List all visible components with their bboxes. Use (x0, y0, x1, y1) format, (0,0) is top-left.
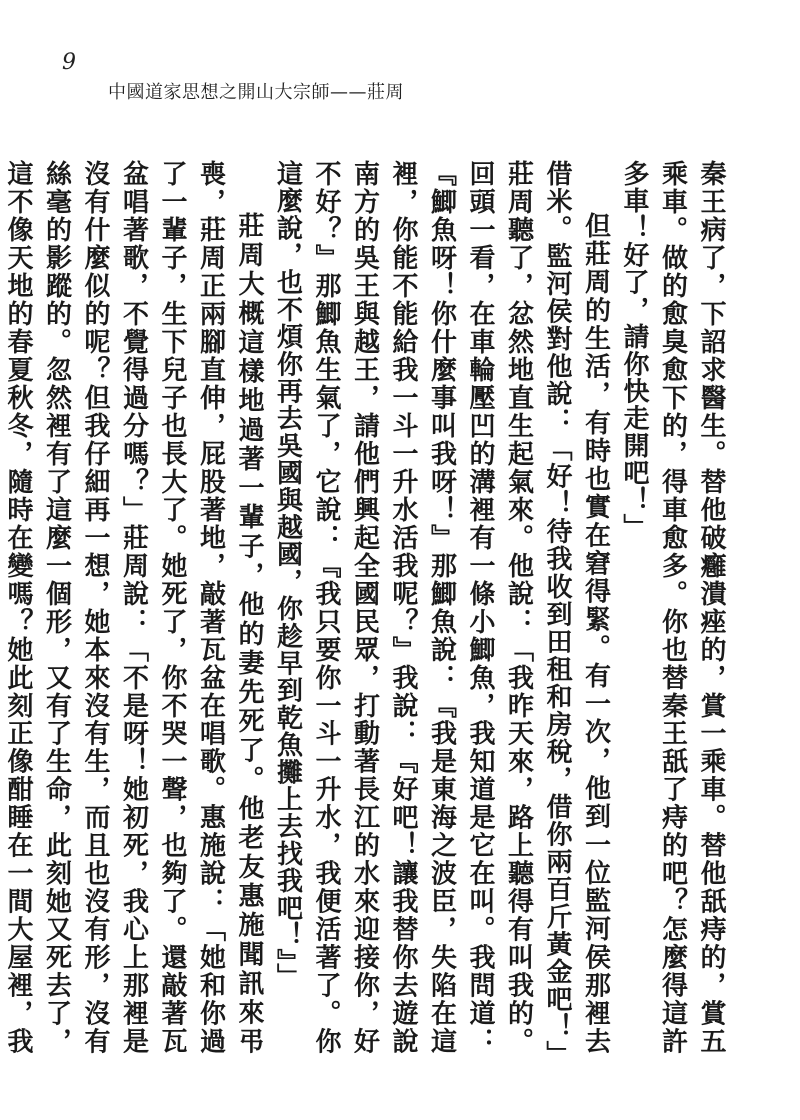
paragraph-2: 但莊周的生活，有時也實在窘得緊。有一次，他到一位監河侯那裡去借米。監河侯對他說：「好！待我收到田租和房稅，借你兩百斤黃金吧！」莊周聽了，忿然地直生起氣來。他說：「我昨天來，路上聽得有叫我的。回頭一看，在車輪壓凹的溝裡有一條小鯽魚，我知道是它在叫。我問道：『鯽魚呀！你什麼事叫我呀！』那鯽魚說：『我是東海之波臣，失陷在這裡，你能不能給我一斗一升水活我呢？』我說：『好吧！讓我替你去遊說南方的吳王與越王，請他們興起全國民眾，打動著長江的水來迎接你，好不好？』那鯽魚生氣了，它說：『我只要你一斗一升水，我便活著了。你這麼說，也不煩你再去吳國與越國，你趁早到乾魚攤上去找我吧！』」 (272, 160, 611, 1055)
paragraph-3: 莊周大概這樣地過著一輩子，他的妻先死了。他老友惠施聞訊來弔喪，莊周正兩腳直伸，屁股著地，敲著瓦盆在唱歌。惠施說：「她和你過了一輩子，生下兒子也長大了。她死了，你不哭一聲，也夠了。還敲著瓦盆唱著歌，不覺得過分嗎？」莊周說：「不是呀！她初死，我心上那裡是沒有什麼似的呢？但我仔細再一想，她本來沒有生，而且也沒有形，沒有絲毫的影蹤的。忽然裡有了這麼一個形，又有了生命，此刻她又死去了，這不像天地的春夏秋冬，隨時在變嗎？她此刻正像酣睡在一間大屋裡，我 (3, 160, 264, 1055)
running-header-title: 中國道家思想之開山大宗師——莊周 (108, 82, 404, 103)
paragraph-1: 秦王病了，下詔求醫生。替他破癰潰痤的，賞一乘車。替他舐痔的，賞五乘車。做的愈臭愈下的，得車愈多。你也替秦王舐了痔的吧？怎麼得這許多車！好了，請你快走開吧！」 (619, 160, 726, 1055)
page-number: 9 (62, 50, 76, 75)
body-text (3, 160, 730, 1055)
